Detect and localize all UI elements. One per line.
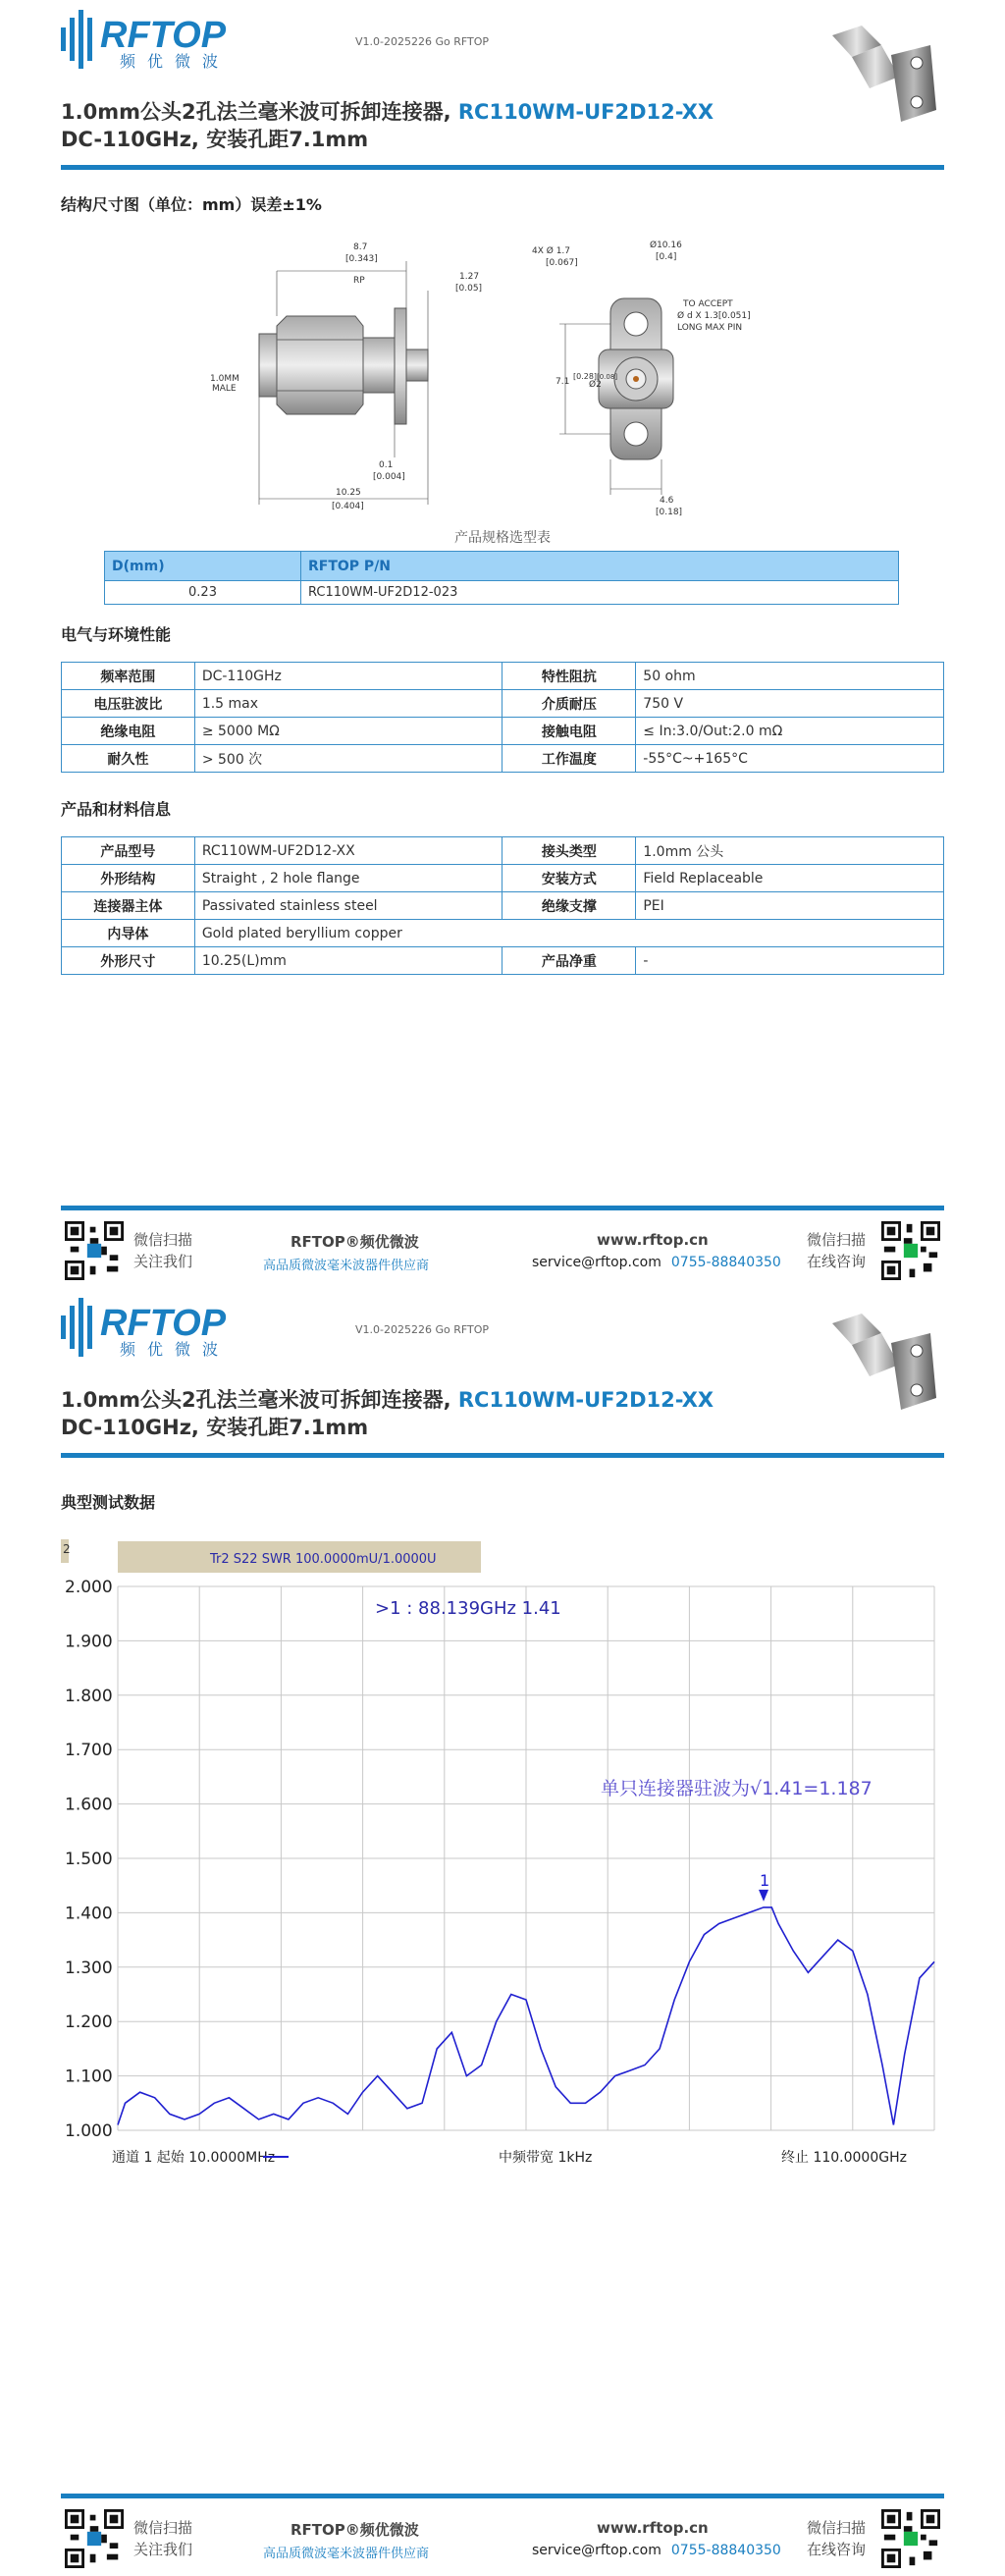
spec-value: 750 V xyxy=(636,690,944,718)
version-text: V1.0-2025226 Go RFTOP xyxy=(355,35,490,48)
dim-label: TO ACCEPT xyxy=(683,299,733,309)
product-subtitle: DC-110GHz, 安装孔距7.1mm xyxy=(61,128,369,151)
product-title xyxy=(61,1384,714,1414)
table-row xyxy=(62,892,944,920)
footer-text: 微信扫描 xyxy=(807,1231,867,1249)
spec-value: Straight , 2 hole flange xyxy=(194,865,502,892)
product-subtitle: DC-110GHz, 安装孔距7.1mm xyxy=(61,1416,369,1439)
dim-label: 1.27 xyxy=(459,272,480,282)
x-label-start: 通道 1 起始 10.0000MHz xyxy=(112,2150,276,2166)
chart-title: Tr2 S22 SWR 100.0000mU/1.0000U xyxy=(210,1552,437,1567)
pn-cell-d: 0.23 xyxy=(105,581,301,605)
table-row xyxy=(62,920,944,947)
spec-value: -55°C~+165°C xyxy=(636,745,944,773)
footer-slogan: 高品质微波毫米波器件供应商 xyxy=(263,2547,430,2561)
electrical-table xyxy=(61,662,944,773)
pn-table-caption: 产品规格选型表 xyxy=(454,530,551,546)
dim-label: 7.1 xyxy=(555,377,570,387)
dim-label: 0.1 xyxy=(379,460,394,470)
marker-label: 1 xyxy=(760,1870,770,1890)
spec-key: 介质耐压 xyxy=(502,690,636,718)
spec-key: 接触电阻 xyxy=(502,718,636,745)
title-part-number: RC110WM-UF2D12-XX xyxy=(457,100,714,124)
x-label-stop: 终止 110.0000GHz xyxy=(781,2150,907,2166)
front-view xyxy=(532,240,751,517)
spec-key: 外形结构 xyxy=(62,865,195,892)
page-2 xyxy=(0,1288,1005,2576)
x-label-mid: 中频带宽 1kHz xyxy=(499,2150,593,2166)
table-row xyxy=(62,663,944,690)
y-tick-label: 1.100 xyxy=(65,2066,113,2087)
spec-key: 产品净重 xyxy=(502,947,636,975)
spec-value: - xyxy=(636,947,944,975)
footer-contact xyxy=(532,2543,781,2558)
table-row xyxy=(62,718,944,745)
dim-label: 4X Ø 1.7 xyxy=(532,246,571,256)
qr-code-icon xyxy=(65,2509,124,2568)
spec-value: 50 ohm xyxy=(636,663,944,690)
spec-key: 频率范围 xyxy=(62,663,195,690)
material-section-title: 产品和材料信息 xyxy=(61,800,172,819)
spec-value: ≥ 5000 MΩ xyxy=(194,718,502,745)
footer-wechat-follow xyxy=(133,2517,192,2560)
spec-key: 耐久性 xyxy=(62,745,195,773)
dim-label: [0.18] xyxy=(656,508,683,517)
dim-label: [0.067] xyxy=(546,258,578,268)
dim-label: Ø d X 1.3[0.051] xyxy=(677,311,751,321)
side-view xyxy=(210,242,482,511)
y-tick-label: 1.700 xyxy=(65,1741,113,1761)
dim-label: MALE xyxy=(212,384,237,394)
dim-label: RP xyxy=(353,276,365,286)
header-divider xyxy=(61,165,944,170)
qr-code-icon xyxy=(881,2509,940,2568)
footer-text: 微信扫描 xyxy=(807,2519,867,2537)
footer-text: 微信扫描 xyxy=(133,2519,193,2537)
footer-contact xyxy=(532,1255,781,1270)
footer-email[interactable]: service@rftop.com xyxy=(532,2543,661,2558)
spec-key: 工作温度 xyxy=(502,745,636,773)
dim-label: [0.28] xyxy=(573,372,598,381)
logo-cn: 频优微波 xyxy=(120,1340,231,1359)
elec-section-title: 电气与环境性能 xyxy=(61,625,172,644)
footer-phone[interactable]: 0755-88840350 xyxy=(670,1255,781,1270)
spec-value: ≤ In:3.0/Out:2.0 mΩ xyxy=(636,718,944,745)
y-tick-label: 2.000 xyxy=(65,1578,113,1597)
table-row xyxy=(62,837,944,865)
product-photo xyxy=(822,1304,942,1422)
test-data-section-title: 典型测试数据 xyxy=(61,1493,156,1512)
footer-divider xyxy=(61,2494,944,2498)
y-tick-label: 1.400 xyxy=(65,1904,113,1924)
spec-value: PEI xyxy=(636,892,944,920)
svg-text:RFTOP: RFTOP xyxy=(100,1303,227,1344)
footer-brand: RFTOP®频优微波 xyxy=(291,1233,419,1251)
spec-value: Gold plated beryllium copper xyxy=(194,920,943,947)
spec-key: 绝缘支撑 xyxy=(502,892,636,920)
table-row xyxy=(62,745,944,773)
table-row xyxy=(62,690,944,718)
dim-label: [0.08] xyxy=(597,373,618,381)
qr-code-icon xyxy=(881,1221,940,1280)
spec-key: 外形尺寸 xyxy=(62,947,195,975)
dim-label: [0.404] xyxy=(332,502,364,511)
product-title xyxy=(61,96,714,126)
material-table xyxy=(61,836,944,975)
footer-wechat-follow xyxy=(133,1229,192,1272)
footer-website[interactable]: www.rftop.cn xyxy=(597,2519,709,2537)
spec-value: 1.5 max xyxy=(194,690,502,718)
title-prefix: 1.0mm公头2孔法兰毫米波可拆卸连接器, xyxy=(61,100,458,124)
spec-key: 接头类型 xyxy=(502,837,636,865)
dim-label: Ø2 xyxy=(589,380,602,390)
spec-value: Passivated stainless steel xyxy=(194,892,502,920)
y-tick-label: 1.900 xyxy=(65,1632,113,1652)
header-divider xyxy=(61,1453,944,1458)
footer-text: 在线咨询 xyxy=(807,1253,867,1270)
spec-value: 1.0mm 公头 xyxy=(636,837,944,865)
table-row xyxy=(62,947,944,975)
table-row xyxy=(105,581,899,605)
dimension-drawing xyxy=(206,232,795,524)
dim-label: Ø10.16 xyxy=(650,241,682,250)
spec-key: 内导体 xyxy=(62,920,195,947)
pn-cell-pn: RC110WM-UF2D12-023 xyxy=(301,581,899,605)
dim-label: 4.6 xyxy=(660,496,674,506)
dim-label: [0.343] xyxy=(345,254,378,264)
spec-key: 绝缘电阻 xyxy=(62,718,195,745)
dim-label: 1.0MM xyxy=(210,374,239,384)
spec-key: 特性阻抗 xyxy=(502,663,636,690)
svg-text:RFTOP: RFTOP xyxy=(100,15,227,56)
dim-label: [0.05] xyxy=(455,284,483,294)
dim-label: [0.004] xyxy=(373,472,405,482)
spec-value: RC110WM-UF2D12-XX xyxy=(194,837,502,865)
spec-key: 电压驻波比 xyxy=(62,690,195,718)
spec-key: 安装方式 xyxy=(502,865,636,892)
y-tick-label: 1.200 xyxy=(65,2012,113,2033)
spec-value: 10.25(L)mm xyxy=(194,947,502,975)
title-prefix: 1.0mm公头2孔法兰毫米波可拆卸连接器, xyxy=(61,1388,458,1412)
chart-marker-readout: >1 : 88.139GHz 1.41 xyxy=(375,1598,561,1619)
footer-website[interactable]: www.rftop.cn xyxy=(597,1231,709,1249)
dim-label: [0.4] xyxy=(656,252,677,262)
logo-cn: 频优微波 xyxy=(120,52,231,71)
qr-code-icon xyxy=(65,1221,124,1280)
footer-divider xyxy=(61,1206,944,1210)
title-part-number: RC110WM-UF2D12-XX xyxy=(457,1388,714,1412)
chart-corner-label: 2 xyxy=(63,1542,71,1556)
footer-slogan: 高品质微波毫米波器件供应商 xyxy=(263,1259,430,1273)
footer-brand: RFTOP®频优微波 xyxy=(291,2521,419,2539)
pn-header-d: D(mm) xyxy=(105,552,301,581)
y-tick-label: 1.000 xyxy=(65,2121,113,2141)
spec-value: Field Replaceable xyxy=(636,865,944,892)
footer-text: 在线咨询 xyxy=(807,2541,867,2558)
spec-value: > 500 次 xyxy=(194,745,502,773)
dim-label: 8.7 xyxy=(353,242,368,252)
footer-wechat-consult xyxy=(807,1229,866,1272)
table-row xyxy=(62,865,944,892)
footer-text: 关注我们 xyxy=(133,2541,193,2558)
spec-value: DC-110GHz xyxy=(194,663,502,690)
drawing-section-title: 结构尺寸图（单位：mm）误差±1% xyxy=(61,195,322,214)
footer-wechat-consult xyxy=(807,2517,866,2560)
footer-phone[interactable]: 0755-88840350 xyxy=(670,2543,781,2558)
chart-annotation: 单只连接器驻波为√1.41=1.187 xyxy=(601,1778,873,1799)
spec-key: 产品型号 xyxy=(62,837,195,865)
product-photo xyxy=(822,16,942,134)
y-tick-label: 1.300 xyxy=(65,1958,113,1978)
version-text: V1.0-2025226 Go RFTOP xyxy=(355,1323,490,1336)
y-tick-label: 1.600 xyxy=(65,1795,113,1815)
footer-text: 关注我们 xyxy=(133,1253,193,1270)
pn-header-pn: RFTOP P/N xyxy=(301,552,899,581)
y-tick-label: 1.800 xyxy=(65,1686,113,1706)
dim-label: 10.25 xyxy=(336,488,361,498)
vswr-chart xyxy=(61,1539,944,2168)
spec-key: 连接器主体 xyxy=(62,892,195,920)
footer-email[interactable]: service@rftop.com xyxy=(532,1255,661,1270)
footer-text: 微信扫描 xyxy=(133,1231,193,1249)
y-tick-label: 1.500 xyxy=(65,1850,113,1869)
part-number-table xyxy=(104,551,899,605)
dim-label: LONG MAX PIN xyxy=(677,323,743,333)
